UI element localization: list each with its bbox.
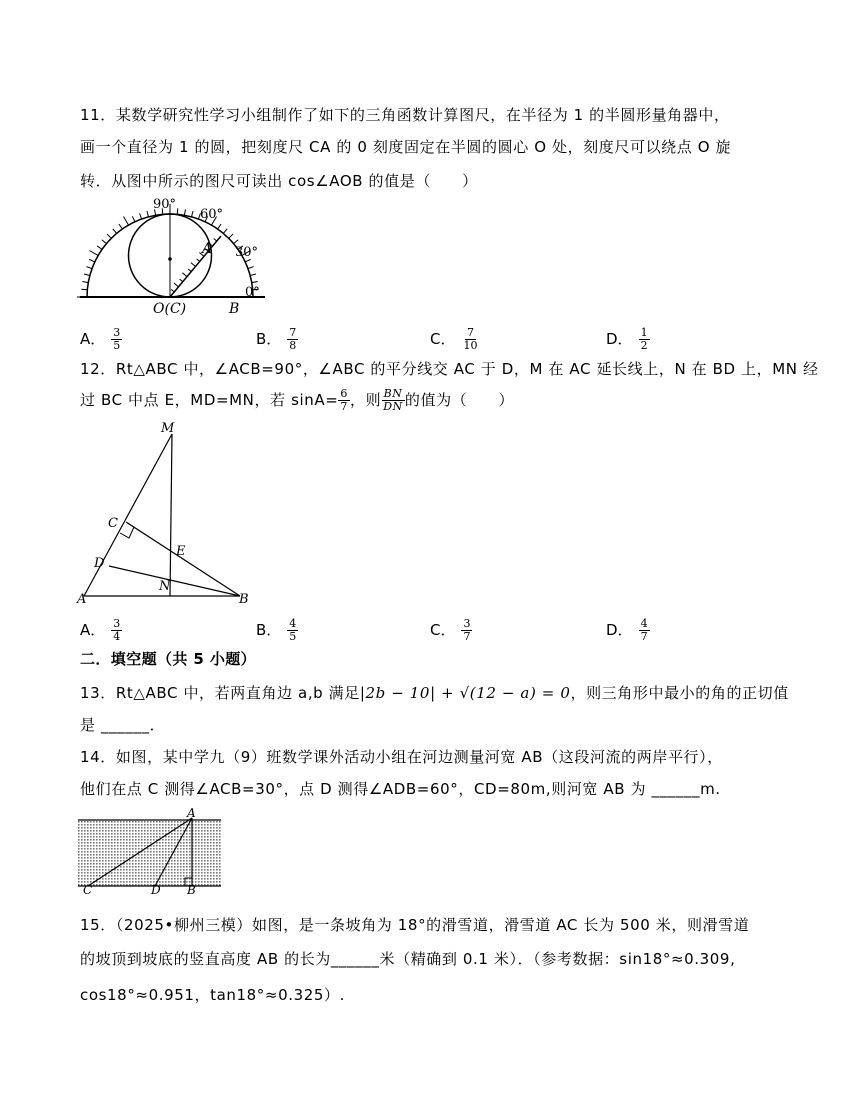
ruler-tick (171, 289, 174, 292)
q11-label-90: 90° (153, 198, 177, 212)
q12-option-b-num: 4 (289, 617, 297, 630)
protractor-tick (102, 240, 107, 244)
q12-option-c-letter: C． (430, 621, 456, 639)
protractor-tick (147, 211, 149, 217)
q12-label-B: B (239, 592, 249, 607)
q12-option-a[interactable] (80, 618, 122, 643)
q11-label-B: B (229, 301, 240, 316)
q11-option-b-num: 7 (289, 326, 297, 339)
q12-label-D: D (94, 556, 105, 571)
protractor-tick (119, 224, 122, 229)
q14-label-C: C (83, 883, 93, 894)
q12-line2-part-b: ，则 (350, 391, 382, 409)
q13-line1-part-b: ，则三角形中最小的角的正切值 (570, 684, 789, 702)
protractor-tick (140, 213, 142, 219)
q11-text-line3: 转．从图中所示的图尺可读出 cos∠AOB 的值是（ ） (80, 172, 478, 190)
ruler-tick (214, 239, 217, 242)
protractor-tick (107, 234, 111, 238)
q15-text-line1: 15．（2025•柳州三模）如图，是一条坡角为 18°的滑雪道，滑雪道 AC 长为 500 米，则滑雪道 (80, 916, 750, 934)
q11-label-A: A (202, 241, 213, 257)
q12-option-b-den: 5 (289, 630, 297, 643)
q11-option-b-letter: B． (256, 330, 282, 348)
protractor-tick (89, 251, 98, 256)
q11-label-O: O(C) (153, 301, 187, 316)
ruler-tick (191, 263, 196, 267)
protractor-tick (252, 282, 258, 283)
q11-label-60: 60° (200, 207, 224, 222)
protractor-tick (84, 274, 90, 276)
q12-option-c-num: 3 (463, 617, 471, 630)
q12-line2-part-c: 的值为（ ） (404, 391, 515, 409)
protractor-tick (229, 234, 233, 238)
q11-option-d-num: 1 (640, 326, 648, 339)
q12-option-d[interactable] (606, 618, 650, 643)
q12-option-c[interactable] (430, 618, 472, 643)
q12-option-d-letter: D． (606, 621, 633, 639)
q11-option-c-letter: C． (430, 330, 456, 348)
protractor-tick (184, 209, 185, 215)
q12-label-N: N (159, 579, 171, 594)
q11-option-d[interactable] (606, 327, 650, 352)
q12-option-d-num: 4 (640, 617, 648, 630)
q13-line1-part-a: 13．Rt△ABC 中，若两直角边 a,b 满足 (80, 684, 360, 702)
q11-label-0: 0° (245, 285, 260, 300)
q12-option-a-num: 3 (113, 617, 121, 630)
q13-formula: |2b − 10| + √(12 − a) = 0 (359, 684, 571, 702)
ruler-tick (188, 269, 191, 272)
q12-text-line2 (80, 388, 514, 413)
q11-label-30: 30° (235, 245, 259, 260)
protractor-tick (177, 208, 178, 214)
q12-option-d-den: 7 (640, 630, 648, 643)
ruler-tick (197, 259, 200, 262)
q12-option-a-den: 4 (113, 630, 121, 643)
q12-label-A: A (77, 592, 87, 607)
q12-line2-part-a: 过 BC 中点 E，MD=MN，若 sinA= (80, 391, 339, 409)
q11-option-a-den: 5 (113, 339, 121, 352)
protractor-tick (86, 267, 92, 269)
q14-river-figure (75, 806, 225, 894)
q12-label-C: C (108, 516, 118, 531)
protractor-tick (223, 229, 227, 234)
q11-option-a[interactable] (80, 327, 122, 352)
q11-option-b-den: 8 (289, 339, 297, 352)
protractor-tick (218, 224, 221, 229)
q13-text-line1 (80, 682, 789, 703)
protractor-tick (82, 282, 88, 283)
ruler-tick (174, 283, 179, 287)
q11-option-a-letter: A． (80, 330, 106, 348)
q11-option-c-den: 10 (463, 339, 478, 352)
protractor-tick (191, 211, 193, 217)
q12-label-E: E (176, 544, 186, 559)
q12-triangle-figure (75, 422, 265, 607)
q12-option-b[interactable] (256, 618, 298, 643)
protractor-tick (113, 229, 117, 234)
q12-text-line1: 12．Rt△ABC 中，∠ACB=90°，∠ABC 的平分线交 AC 于 D，M 在 AC 延长线上，N 在 BD 上，MN 经 (80, 360, 819, 378)
q11-text-line2: 画一个直径为 1 的圆，把刻度尺 CA 的 0 刻度固定在半圆的圆心 O 处，刻度尺可以绕点 O 旋 (80, 138, 732, 156)
q14-label-A: A (187, 806, 196, 820)
q12-sina-num: 6 (340, 387, 349, 400)
q11-option-d-den: 2 (640, 339, 648, 352)
protractor-tick (250, 274, 256, 276)
ruler-tick (180, 279, 183, 282)
q12-ratio-num: BN (383, 387, 403, 400)
q11-option-b[interactable] (256, 327, 298, 352)
q14-text-line2: 他们在点 C 测得∠ACB=30°，点 D 测得∠ADB=60°，CD=80m,则河宽 AB 为 ______m. (80, 780, 721, 798)
section2-title: 二．填空题（共 5 小题） (80, 650, 257, 668)
q11-option-c[interactable] (430, 327, 479, 352)
protractor-tick (89, 259, 94, 262)
q12-ratio-den: DN (383, 400, 403, 413)
q14-label-D: D (151, 883, 161, 894)
q11-option-c-num: 7 (466, 326, 474, 339)
protractor-tick (97, 246, 102, 249)
q11-text-line1: 11．某数学研究性学习小组制作了如下的三角函数计算图尺，在半径为 1 的半圆形量角器中， (80, 106, 730, 124)
q12-sina-den: 7 (340, 400, 349, 413)
q12-option-a-letter: A． (80, 621, 106, 639)
q13-text-line2: 是 ______． (80, 716, 166, 734)
protractor-tick (81, 289, 87, 290)
protractor-tick (234, 240, 239, 244)
ruler-tick (182, 273, 187, 277)
protractor-tick (248, 267, 254, 269)
q11-option-a-num: 3 (113, 326, 121, 339)
q11-protractor-figure (75, 198, 275, 316)
protractor-tick (124, 216, 129, 225)
q15-text-line2: 的坡顶到坡底的竖直高度 AB 的长为______米（精确到 0.1 米）．（参考数据：sin18°≈0.309, (80, 950, 736, 968)
q14-text-line1: 14．如图，某中学九（9）班数学课外活动小组在河边测量河宽 AB（这段河流的两岸平行）， (80, 748, 723, 766)
protractor-tick (132, 216, 135, 221)
q12-label-M: M (161, 422, 175, 436)
q15-text-line3: cos18°≈0.951，tan18°≈0.325）. (80, 986, 345, 1004)
q14-label-B: B (187, 883, 196, 894)
q12-option-b-letter: B． (256, 621, 282, 639)
q12-option-c-den: 7 (463, 630, 471, 643)
q11-option-d-letter: D． (606, 330, 633, 348)
